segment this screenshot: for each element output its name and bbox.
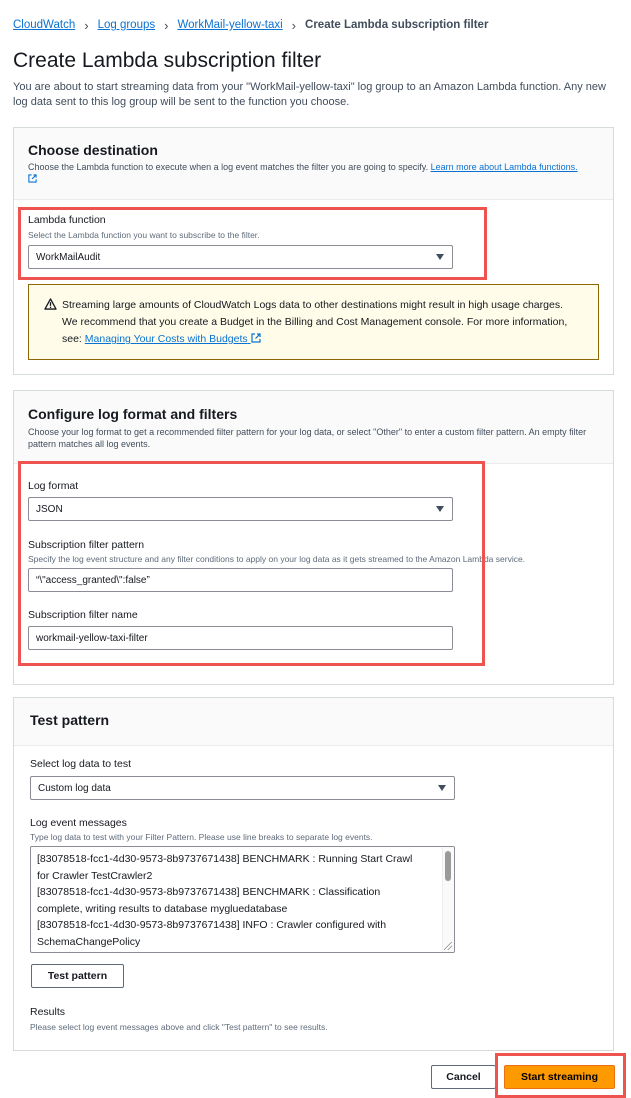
page-description: You are about to start streaming data from your "WorkMail-yellow-taxi" log group to an Amazon Lambda function. Any new log data sent to this log group will be sent to the function you choose. <box>13 81 606 108</box>
caret-down-icon <box>438 785 446 791</box>
start-streaming-button[interactable]: Start streaming <box>504 1065 615 1089</box>
test-data-select[interactable] <box>30 776 455 800</box>
chevron-right-icon: › <box>291 17 297 33</box>
lambda-function-select[interactable] <box>28 245 453 269</box>
test-pattern-panel <box>13 697 614 1051</box>
filter-pattern-description: Specify the log event structure and any filter conditions to apply on your log data as it gets streamed to the Amazon Lambda service. <box>28 554 526 564</box>
breadcrumb-log-group[interactable]: WorkMail-yellow-taxi <box>177 19 283 31</box>
managing-costs-link[interactable] <box>85 333 261 345</box>
destination-description <box>28 161 588 185</box>
log-format-select[interactable] <box>28 497 453 521</box>
chevron-right-icon: › <box>164 17 169 33</box>
filter-name-label: Subscription filter name <box>28 609 138 621</box>
filter-pattern-label: Subscription filter pattern <box>28 539 145 551</box>
textarea-scrollbar[interactable] <box>442 847 454 952</box>
lambda-function-value: WorkMailAudit <box>36 251 101 263</box>
results-label: Results <box>30 1006 66 1018</box>
log-message-line: SchemaChangePolicy <box>37 935 141 948</box>
log-message-line: [83078518-fcc1-4d30-9573-8b9737671438] INFO : Crawler configured with <box>37 919 387 932</box>
scrollbar-thumb[interactable] <box>445 851 451 881</box>
lambda-function-label: Lambda function <box>28 214 106 226</box>
cancel-button[interactable]: Cancel <box>431 1065 496 1089</box>
filter-name-input[interactable]: workmail-yellow-taxi-filter <box>28 626 453 650</box>
external-link-icon <box>251 333 261 343</box>
warning-message <box>62 297 577 348</box>
destination-panel <box>13 127 614 375</box>
log-messages-content <box>31 847 454 951</box>
log-message-line: [83078518-fcc1-4d30-9573-8b9737671438] BENCHMARK : Running Start Crawl <box>37 853 413 865</box>
breadcrumb-cloudwatch[interactable]: CloudWatch <box>13 19 76 31</box>
log-message-line: [83078518-fcc1-4d30-9573-8b9737671438] BENCHMARK : Classification <box>37 886 381 899</box>
log-format-title: Configure log format and filters <box>28 406 238 422</box>
test-pattern-title: Test pattern <box>30 712 110 728</box>
managing-costs-label: Managing Your Costs with Budgets <box>84 333 248 345</box>
caret-down-icon <box>436 506 444 512</box>
warning-text: Streaming large amounts of CloudWatch Logs data to other destinations might result in high usage charges. We recommend that you create a Budget in the Billing and Cost Management console. For more information, see: <box>62 299 568 345</box>
test-pattern-panel-header <box>14 698 613 746</box>
destination-panel-header <box>14 128 613 200</box>
log-message-line: complete, writing results to database mygluedatabase <box>37 902 288 915</box>
log-messages-textarea[interactable] <box>30 846 455 953</box>
log-format-description: Choose your log format to get a recommended filter pattern for your log data, or select "Other" to enter a custom filter pattern. An empty filter pattern matches all log events. <box>28 427 587 449</box>
chevron-right-icon: › <box>84 17 89 33</box>
log-format-value: JSON <box>36 503 63 515</box>
resize-handle-icon[interactable] <box>444 942 452 950</box>
log-format-label: Log format <box>28 480 79 492</box>
caret-down-icon <box>436 254 444 260</box>
lambda-function-description: Select the Lambda function you want to subscribe to the filter. <box>28 230 260 240</box>
log-messages-description: Type log data to test with your Filter Pattern. Please use line breaks to separate log events. <box>30 832 373 842</box>
external-link-icon <box>28 174 37 183</box>
breadcrumb-log-groups[interactable]: Log groups <box>97 19 156 31</box>
learn-more-lambda-label: Learn more about Lambda functions. <box>430 162 578 172</box>
test-data-value: Custom log data <box>38 782 111 794</box>
log-message-line: for Crawler TestCrawler2 <box>37 869 153 882</box>
page-title: Create Lambda subscription filter <box>13 49 322 72</box>
breadcrumb-current: Create Lambda subscription filter <box>305 19 489 31</box>
destination-title: Choose destination <box>28 142 158 158</box>
filter-pattern-input[interactable]: “\"access_granted\":false” <box>28 568 453 592</box>
test-data-label: Select log data to test <box>30 758 131 770</box>
log-messages-label: Log event messages <box>30 817 127 829</box>
results-description: Please select log event messages above and click "Test pattern" to see results. <box>30 1022 328 1032</box>
usage-charges-warning <box>28 284 599 360</box>
warning-icon <box>44 298 57 310</box>
destination-description-text: Choose the Lambda function to execute when a log event matches the filter you are going to specify. <box>28 162 429 172</box>
log-format-panel-header <box>14 391 613 464</box>
log-format-panel <box>13 390 614 685</box>
test-pattern-button[interactable]: Test pattern <box>31 964 124 988</box>
breadcrumb <box>13 16 488 34</box>
